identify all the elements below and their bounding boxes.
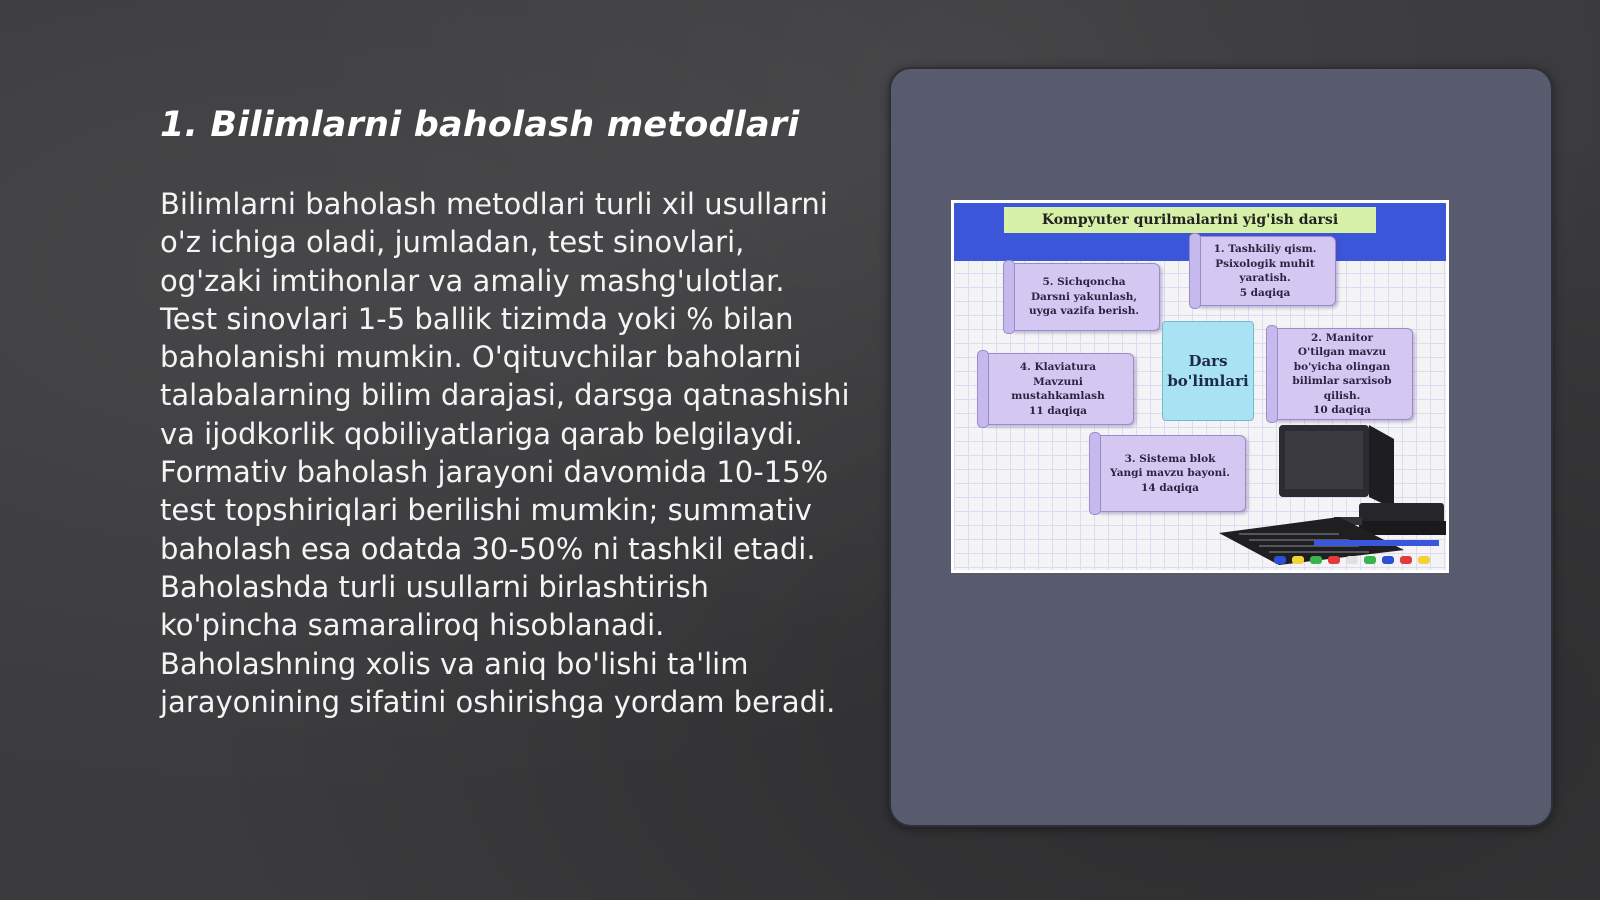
section-4-scroll: 4. Klaviatura Mavzuni mustahkamlash 11 daqiqa	[982, 353, 1134, 425]
image-accent-line	[1314, 540, 1439, 546]
section-5-scroll: 5. Sichqoncha Darsni yakunlash, uyga vazifa berish.	[1008, 263, 1160, 331]
slide-title: 1. Bilimlarni baholash metodlari	[160, 105, 800, 145]
color-markers	[1274, 556, 1430, 564]
image-heading: Kompyuter qurilmalarini yig'ish darsi	[1004, 207, 1376, 233]
center-label: Dars bo'limlari	[1162, 321, 1254, 421]
section-1-scroll: 1. Tashkiliy qism. Psixologik muhit yaratish. 5 daqiqa	[1194, 236, 1336, 306]
section-2-scroll: 2. Manitor O'tilgan mavzu bo'yicha olingan bilimlar sarxisob qilish. 10 daqiqa	[1271, 328, 1413, 420]
lesson-diagram-image	[951, 200, 1449, 573]
slide-body-text: Bilimlarni baholash metodlari turli xil usullarni o'z ichiga oladi, jumladan, test sinovlari, og'zaki imtihonlar va amaliy mashg'ulotlar. Test sinovlari 1-5 ballik tizimda yoki % bilan baholanishi mumkin. O'qituvchilar baholarni talabalarning bilim darajasi, darsga qatnashishi va ijodkorlik qobiliyatlariga qarab belgilaydi. Formativ baholash jarayoni davomida 10-15% test topshiriqlari berilishi mumkin; summativ baholash esa odatda 30-50% ni tashkil etadi. Baholashda turli usullarni birlashtirish ko'pincha samaraliroq hisoblanadi. Baholashning xolis va aniq bo'lishi ta'lim jarayonining sifatini oshirishga yordam beradi.	[160, 187, 850, 719]
section-3-scroll: 3. Sistema blok Yangi mavzu bayoni. 14 daqiqa	[1094, 435, 1246, 512]
